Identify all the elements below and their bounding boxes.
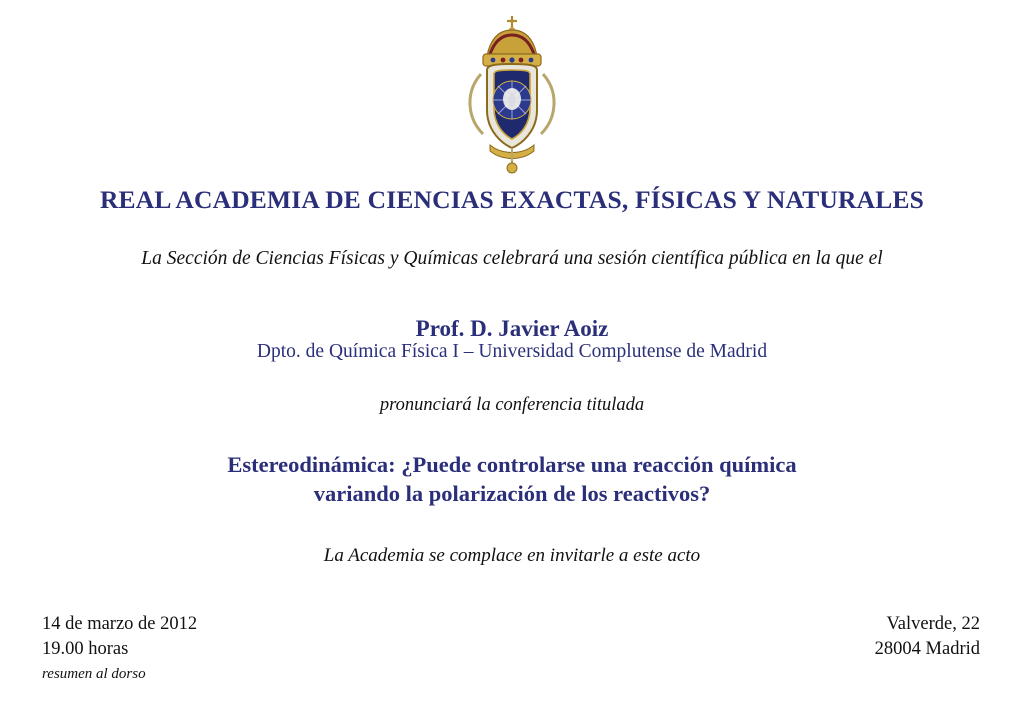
footer-right bbox=[875, 612, 980, 662]
lecture-title-line-1: Estereodinámica: ¿Puede controlarse una reacción química bbox=[227, 452, 797, 477]
academy-crest bbox=[0, 14, 1024, 179]
lecture-intro-line: pronunciará la conferencia titulada bbox=[379, 395, 645, 415]
academy-title: REAL ACADEMIA DE CIENCIAS EXACTAS, FÍSICAS Y NATURALES bbox=[99, 185, 925, 214]
royal-crown-crest-icon bbox=[457, 14, 567, 179]
venue-city: 28004 Madrid bbox=[874, 638, 980, 659]
intro-line: La Sección de Ciencias Físicas y Químicas celebrará una sesión científica pública en la que el bbox=[141, 248, 883, 269]
footer-note: resumen al dorso bbox=[42, 665, 146, 682]
event-date: 14 de marzo de 2012 bbox=[42, 614, 198, 634]
closing-line: La Academia se complace en invitarle a este acto bbox=[323, 545, 701, 566]
speaker-affiliation: Dpto. de Química Física I – Universidad Complutense de Madrid bbox=[256, 341, 768, 362]
footer-left bbox=[42, 612, 197, 684]
lecture-title bbox=[0, 450, 1024, 509]
venue-street: Valverde, 22 bbox=[886, 614, 980, 634]
speaker-name: Prof. D. Javier Aoiz bbox=[415, 316, 609, 341]
event-time: 19.00 horas bbox=[42, 638, 129, 659]
lecture-title-line-2: variando la polarización de los reactivos? bbox=[313, 481, 711, 507]
